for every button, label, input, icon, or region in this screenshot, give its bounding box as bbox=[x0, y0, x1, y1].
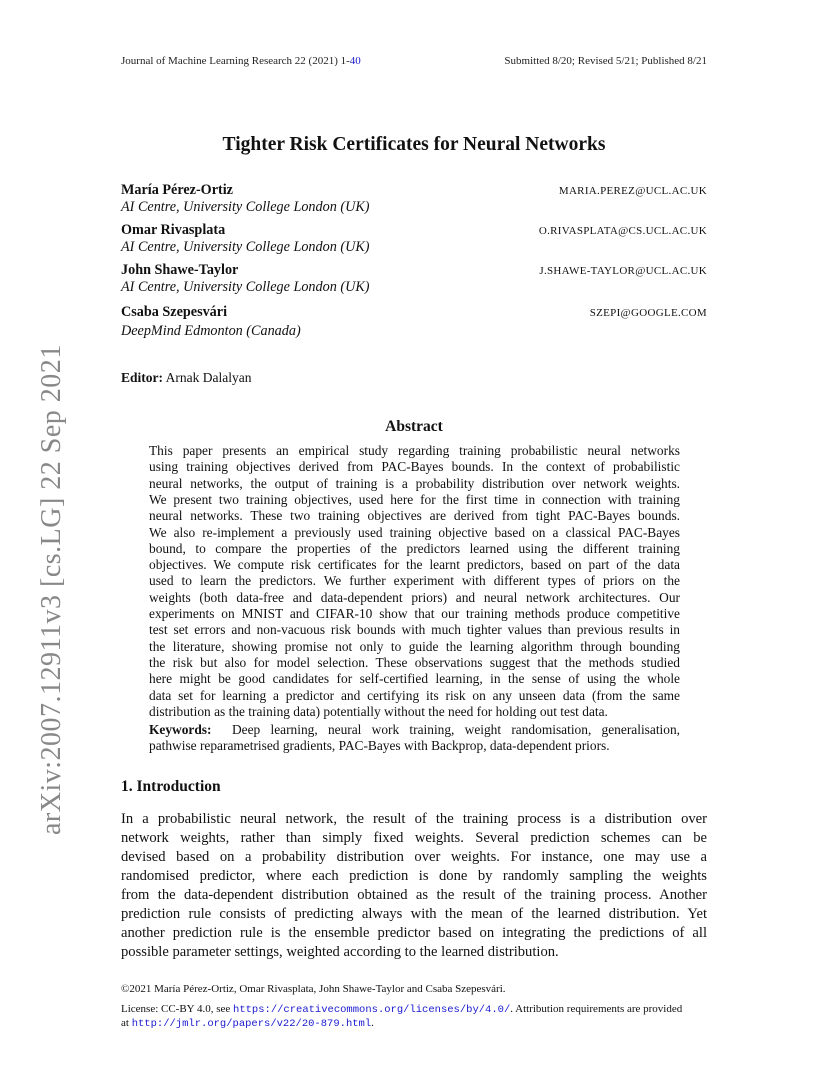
abstract-line: distribution as the training data) potentially without the need for holding out test data. bbox=[149, 703, 608, 719]
copyright-notice: ©2021 María Pérez-Ortiz, Omar Rivasplata, John Shawe-Taylor and Csaba Szepesvári. bbox=[121, 983, 506, 995]
paper-url-line bbox=[121, 1017, 374, 1030]
abstract-line: the risk but also for model selection. These observations suggest that the methods studied bbox=[149, 654, 680, 670]
abstract-line: using training objectives derived from PAC-Bayes bounds. In the context of probabilistic bbox=[149, 459, 680, 475]
abstract-line: This paper presents an empirical study regarding training probabilistic neural networks bbox=[149, 443, 680, 458]
author-name: Omar Rivasplata bbox=[121, 222, 226, 238]
author-email[interactable]: MARIA.PEREZ@UCL.AC.UK bbox=[558, 185, 707, 197]
intro-line: devised based on a probability distribution over weights. For instance, one may use a bbox=[121, 849, 707, 865]
author-email[interactable]: SZEPI@GOOGLE.COM bbox=[589, 307, 707, 319]
author-email[interactable]: J.SHAWE-TAYLOR@UCL.AC.UK bbox=[539, 265, 707, 277]
abstract-line: the literature, showing promise not only to guide the learning algorithm through bounding bbox=[149, 638, 680, 654]
abstract-line: experiments on MNIST and CIFAR-10 show that our training methods produce competitive bbox=[149, 606, 680, 621]
intro-line: from the data-dependent distribution obtained as the result of the training process. Another bbox=[121, 887, 707, 903]
abstract-heading: Abstract bbox=[385, 418, 443, 435]
intro-line: possible parameter settings, weighted according to the learned distribution. bbox=[121, 944, 559, 960]
running-header-journal bbox=[121, 55, 361, 67]
abstract-line: neural networks, the output of training is a probability distribution over network weights. bbox=[149, 475, 680, 491]
keywords-label: Keywords: bbox=[149, 722, 212, 737]
keywords-line bbox=[149, 722, 680, 738]
abstract-line: We also re-implement a previously used training objective based on a classical PAC-Bayes bbox=[149, 524, 680, 540]
license-line bbox=[121, 1003, 682, 1016]
abstract-line: objectives. We compute risk certificates for the learnt predictors, based on part of the data bbox=[149, 557, 680, 573]
abstract-line: weights (both data-free and data-dependent priors) and neural network architectures. Our bbox=[149, 589, 680, 605]
abstract-line: bound, to compare the properties of the predictors learned using the different training bbox=[149, 540, 680, 556]
editor-name: Arnak Dalalyan bbox=[165, 370, 252, 385]
section-heading: 1. Introduction bbox=[121, 778, 221, 795]
author-affiliation: AI Centre, University College London (UK) bbox=[121, 199, 370, 215]
abstract-line: here might be good candidates for self-certified learning, in the sense of using the whole bbox=[149, 671, 680, 687]
abstract-line: used to learn the predictors. We further experiment with different types of priors on the bbox=[149, 573, 680, 589]
license-link[interactable]: https://creativecommons.org/licenses/by/4.0/ bbox=[233, 1004, 511, 1016]
intro-line: In a probabilistic neural network, the result of the training process is a distribution over bbox=[121, 811, 707, 827]
license-mid: . Attribution requirements are provided bbox=[510, 1003, 683, 1015]
author-affiliation: AI Centre, University College London (UK) bbox=[121, 239, 370, 255]
paper-link[interactable]: http://jmlr.org/papers/v22/20-879.html bbox=[131, 1018, 372, 1030]
author-affiliation: AI Centre, University College London (UK) bbox=[121, 279, 370, 295]
intro-line: network weights, rather than simply fixed weights. Several prediction schemes can be bbox=[121, 830, 707, 846]
abstract-line: We present two training objectives, used here for the first time in connection with training bbox=[149, 491, 680, 507]
intro-line: prediction rule consists of predicting always with the mean of the learned distribution. Yet bbox=[121, 906, 707, 922]
keywords-line: pathwise reparametrised gradients, PAC-Bayes with Backprop, data-dependent priors. bbox=[149, 738, 610, 754]
author-affiliation: DeepMind Edmonton (Canada) bbox=[121, 323, 301, 339]
author-name: John Shawe-Taylor bbox=[121, 262, 239, 278]
abstract-line: data set for learning a predictor and certifying its risk on any unseen data (from the same bbox=[149, 687, 680, 703]
at-suffix: . bbox=[371, 1017, 374, 1029]
arxiv-stamp: arXiv:2007.12911v3 [cs.LG] 22 Sep 2021 bbox=[36, 344, 67, 835]
author-email[interactable]: O.RIVASPLATA@CS.UCL.AC.UK bbox=[538, 225, 707, 237]
abstract-line: test set errors and non-vacuous risk bounds with much tighter values than previous results in bbox=[149, 622, 680, 638]
editor-line bbox=[121, 370, 251, 386]
license-prefix: License: CC-BY 4.0, see bbox=[121, 1003, 234, 1015]
keywords-text: Deep learning, neural work training, weight randomisation, generalisation, bbox=[231, 722, 680, 737]
author-name: María Pérez-Ortiz bbox=[121, 182, 233, 198]
abstract-line: neural networks. These two training objectives are derived from tight PAC-Bayes bounds. bbox=[149, 508, 680, 524]
intro-line: randomised predictor, where each prediction is done by randomly sampling the weights bbox=[121, 868, 707, 884]
journal-pages-link[interactable]: 40 bbox=[349, 55, 361, 67]
at-prefix: at bbox=[121, 1017, 132, 1029]
running-header-dates: Submitted 8/20; Revised 5/21; Published 8/21 bbox=[504, 55, 707, 67]
editor-label: Editor: bbox=[121, 370, 163, 385]
journal-citation: Journal of Machine Learning Research 22 (2021) 1- bbox=[121, 55, 350, 67]
author-name: Csaba Szepesvári bbox=[121, 304, 228, 320]
paper-title: Tighter Risk Certificates for Neural Networks bbox=[222, 134, 606, 155]
intro-line: another prediction rule is the ensemble predictor based on integrating the predictions of all bbox=[121, 925, 707, 941]
